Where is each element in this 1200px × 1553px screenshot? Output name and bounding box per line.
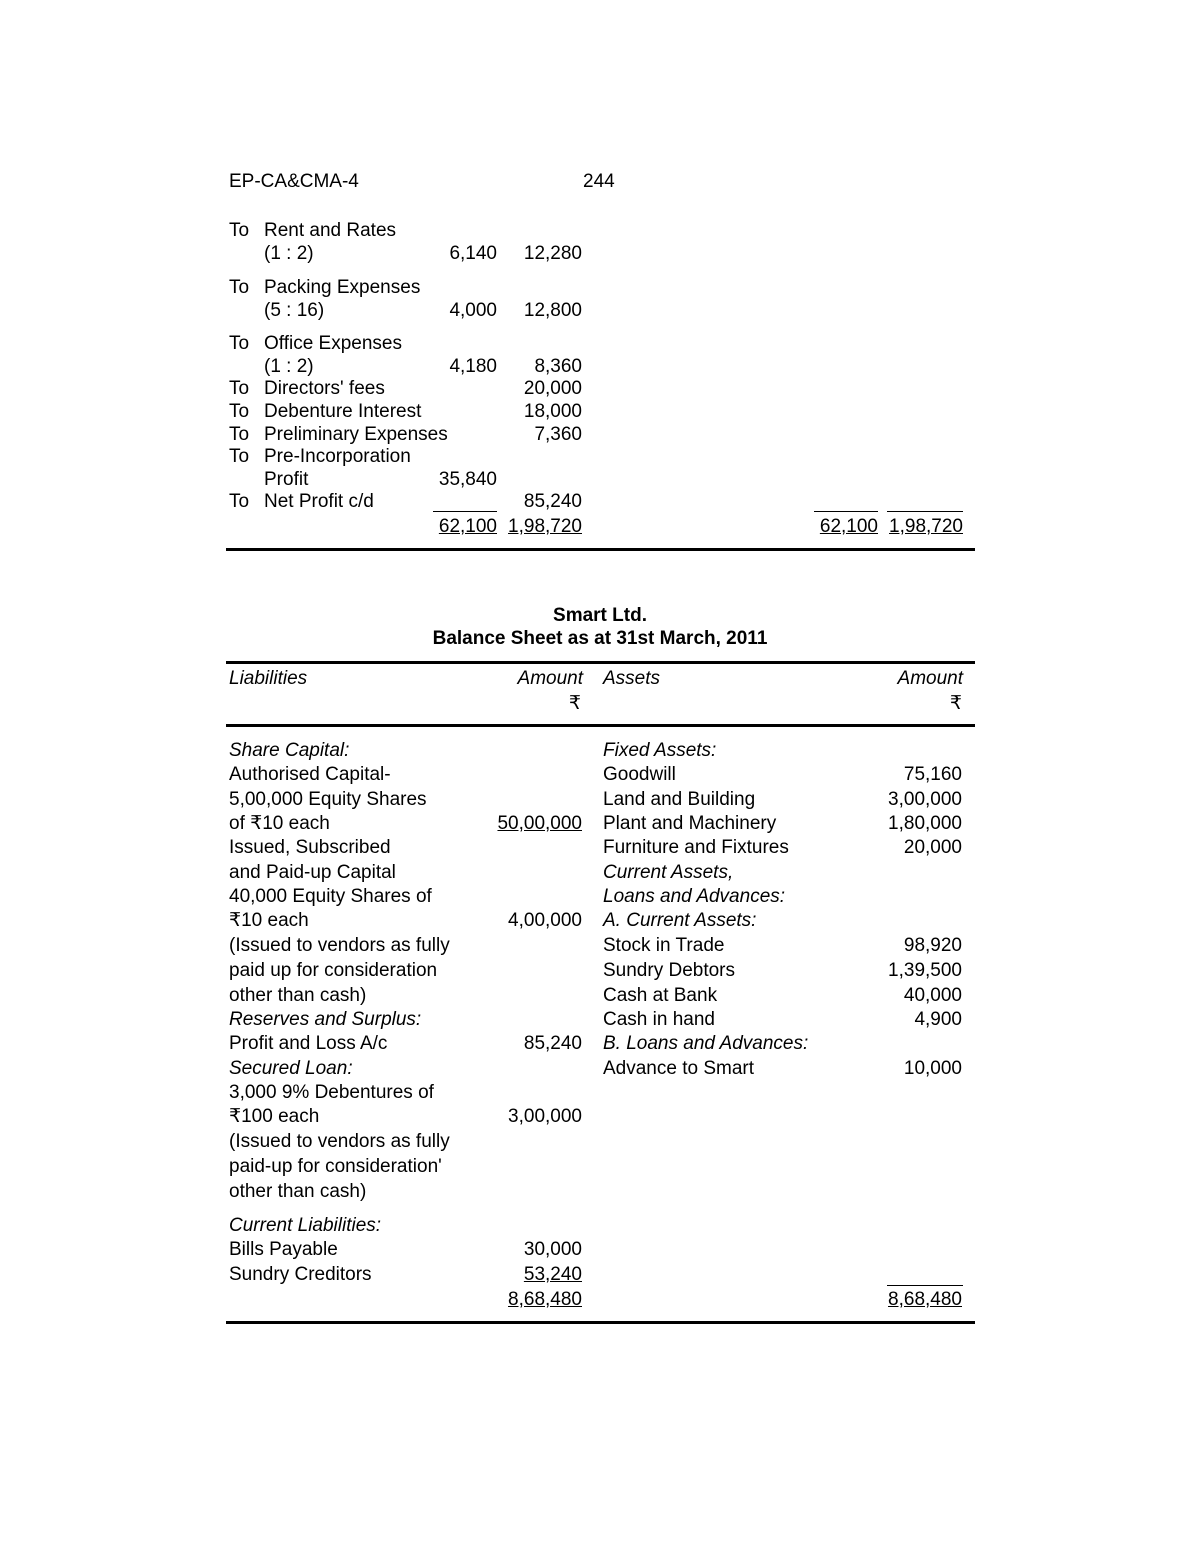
liability-line: and Paid-up Capital	[229, 862, 396, 883]
liability-line	[229, 910, 309, 932]
balance-sheet-title: Balance Sheet as at 31st March, 2011	[432, 628, 768, 649]
post-amount: 18,000	[523, 401, 582, 422]
pre-amount: 35,840	[438, 469, 497, 490]
post-amount: 12,280	[523, 243, 582, 264]
total-post-cr: 1,98,720	[889, 516, 963, 537]
section-heading: Secured Loan:	[229, 1058, 353, 1079]
amount-header: Amount	[897, 668, 963, 689]
rupee-symbol: ₹	[229, 910, 242, 931]
row-label: Pre-Incorporation	[264, 446, 411, 467]
row-ratio: (1 : 2)	[264, 356, 314, 377]
liability-amount: 53,240	[523, 1264, 582, 1285]
section-heading: Fixed Assets:	[603, 740, 717, 761]
section-heading: A. Current Assets:	[603, 910, 757, 931]
asset-line: Plant and Machinery	[603, 813, 777, 834]
each-text: 100 each	[241, 1106, 320, 1127]
row-label: Directors' fees	[264, 378, 385, 399]
liability-note: (Issued to vendors as fully	[229, 1131, 450, 1152]
to-label: To	[229, 424, 250, 445]
post-amount: 12,800	[523, 300, 582, 321]
asset-amount: 4,900	[914, 1009, 962, 1030]
post-amount: 8,360	[534, 356, 582, 377]
liability-note: other than cash)	[229, 985, 367, 1006]
row-ratio: (5 : 16)	[264, 300, 325, 321]
liability-amount: 85,240	[523, 1033, 582, 1054]
rupee-symbol: ₹	[568, 693, 581, 714]
liability-line: Bills Payable	[229, 1239, 338, 1260]
liability-line	[229, 813, 330, 835]
asset-amount: 3,00,000	[888, 789, 962, 810]
rupee-symbol: ₹	[949, 693, 962, 714]
total-rule	[433, 511, 497, 512]
liability-amount: 3,00,000	[508, 1106, 582, 1127]
liability-amount: 30,000	[523, 1239, 582, 1260]
asset-line: Cash in hand	[603, 1009, 715, 1030]
liability-line: Authorised Capital-	[229, 764, 391, 785]
liability-note: other than cash)	[229, 1181, 367, 1202]
asset-line: Sundry Debtors	[603, 960, 736, 981]
of-text: of	[229, 813, 251, 834]
each-text: 10 each	[241, 910, 309, 931]
total-pre-cr: 62,100	[819, 516, 878, 537]
table-bottom-rule	[226, 548, 975, 551]
liabilities-header: Liabilities	[229, 668, 308, 689]
to-label: To	[229, 491, 250, 512]
liability-note: (Issued to vendors as fully	[229, 935, 450, 956]
pre-amount: 4,180	[449, 356, 497, 377]
to-label: To	[229, 378, 250, 399]
header-top-rule	[226, 661, 975, 664]
row-label: Office Expenses	[264, 333, 403, 354]
asset-amount: 1,39,500	[888, 960, 962, 981]
liability-line: Sundry Creditors	[229, 1264, 372, 1285]
table-bottom-rule	[226, 1321, 975, 1324]
asset-amount: 75,160	[903, 764, 962, 785]
row-ratio: (1 : 2)	[264, 243, 314, 264]
to-label: To	[229, 333, 250, 354]
post-amount: 7,360	[534, 424, 582, 445]
pre-amount: 4,000	[449, 300, 497, 321]
row-label: Net Profit c/d	[264, 491, 374, 512]
to-label: To	[229, 446, 250, 467]
liabilities-total: 8,68,480	[508, 1289, 582, 1310]
asset-line: Cash at Bank	[603, 985, 718, 1006]
total-rule	[887, 511, 963, 512]
amount-header: Amount	[517, 668, 583, 689]
assets-header: Assets	[603, 668, 661, 689]
pre-amount: 6,140	[449, 243, 497, 264]
total-post: 1,98,720	[508, 516, 582, 537]
row-label-cont: Profit	[264, 469, 309, 490]
asset-line: Furniture and Fixtures	[603, 837, 789, 858]
section-heading: Current Assets,	[603, 862, 734, 883]
section-heading: Current Liabilities:	[229, 1215, 382, 1236]
assets-total: 8,68,480	[888, 1289, 962, 1310]
asset-amount: 98,920	[903, 935, 962, 956]
liability-line: Profit and Loss A/c	[229, 1033, 388, 1054]
to-label: To	[229, 401, 250, 422]
section-heading: Share Capital:	[229, 740, 350, 761]
rupee-symbol: ₹	[229, 1106, 242, 1127]
running-header: EP-CA&CMA-4	[229, 171, 359, 192]
asset-amount: 10,000	[903, 1058, 962, 1079]
liability-line: 3,000 9% Debentures of	[229, 1082, 434, 1103]
section-heading: Reserves and Surplus:	[229, 1009, 422, 1030]
liability-line: 40,000 Equity Shares of	[229, 886, 432, 907]
liability-line	[229, 1106, 319, 1128]
liability-amount: 4,00,000	[508, 910, 582, 931]
asset-line: Land and Building	[603, 789, 756, 810]
liability-note: paid-up for consideration'	[229, 1156, 442, 1177]
row-label: Debenture Interest	[264, 401, 422, 422]
page-number: 244	[583, 171, 615, 192]
row-label: Packing Expenses	[264, 277, 421, 298]
to-label: To	[229, 277, 250, 298]
section-heading: B. Loans and Advances:	[603, 1033, 809, 1054]
asset-amount: 20,000	[903, 837, 962, 858]
asset-line: Advance to Smart	[603, 1058, 755, 1079]
post-amount: 85,240	[523, 491, 582, 512]
total-pre: 62,100	[438, 516, 497, 537]
post-amount: 20,000	[523, 378, 582, 399]
total-rule	[814, 511, 878, 512]
asset-amount: 40,000	[903, 985, 962, 1006]
rupee-symbol: ₹	[250, 813, 263, 834]
asset-line: Stock in Trade	[603, 935, 725, 956]
liability-line: Issued, Subscribed	[229, 837, 391, 858]
asset-line: Goodwill	[603, 764, 676, 785]
section-heading: Loans and Advances:	[603, 886, 786, 907]
company-name: Smart Ltd.	[553, 605, 647, 626]
liability-amount: 50,00,000	[497, 813, 582, 834]
row-label: Rent and Rates	[264, 220, 397, 241]
row-label: Preliminary Expenses	[264, 424, 448, 445]
to-label: To	[229, 220, 250, 241]
asset-amount: 1,80,000	[888, 813, 962, 834]
liability-note: paid up for consideration	[229, 960, 438, 981]
liability-line: 5,00,000 Equity Shares	[229, 789, 427, 810]
header-bottom-rule	[226, 724, 975, 727]
each-text: 10 each	[262, 813, 330, 834]
total-rule	[887, 1285, 963, 1286]
